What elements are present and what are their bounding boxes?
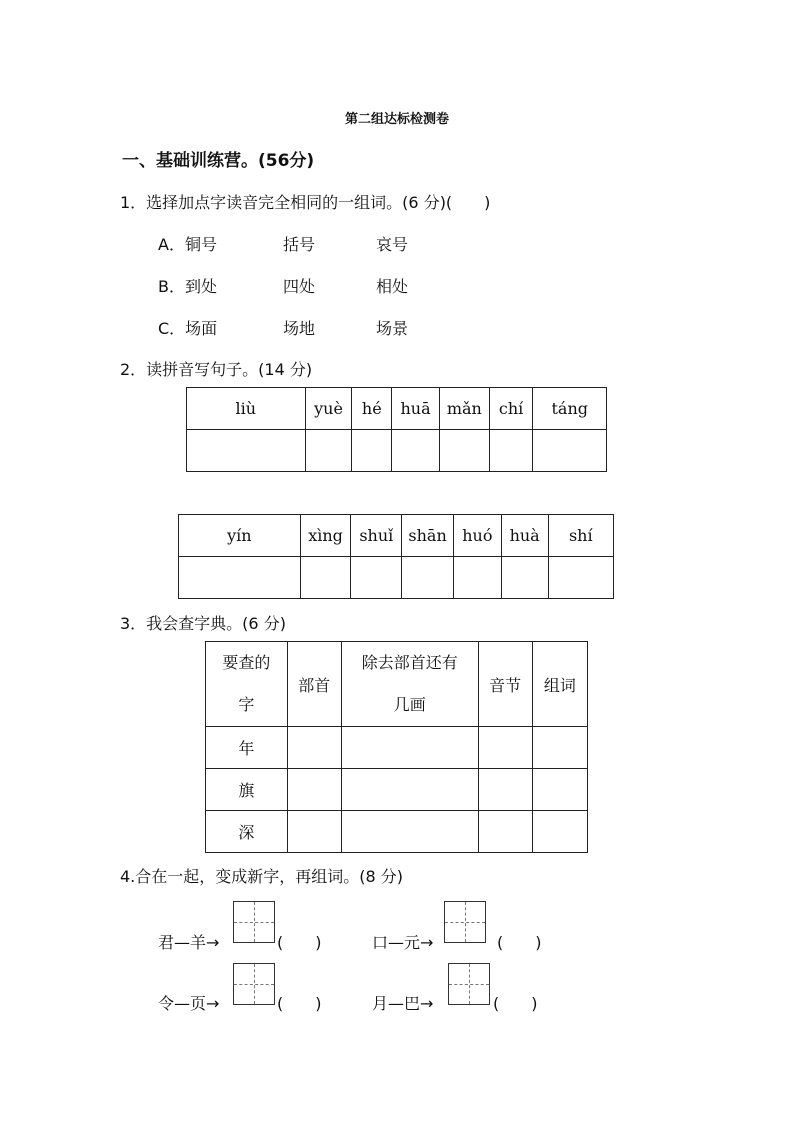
tianzige-box[interactable]	[233, 963, 275, 1005]
answer-blank[interactable]: ( )	[277, 933, 322, 952]
option-a-word-2: 括号	[283, 235, 316, 254]
option-c-word-1: C．场面	[158, 319, 218, 338]
answer-cell[interactable]	[533, 430, 607, 472]
answer-cell[interactable]	[532, 811, 587, 853]
dictionary-row	[206, 811, 588, 853]
question-4-prompt: 4.合在一起，变成新字，再组词。(8 分)	[120, 867, 404, 886]
option-a-word-1: A．铜号	[158, 235, 217, 254]
question-3-prompt: 3．我会查字典。(6 分)	[120, 614, 286, 633]
header-syllable: 音节	[478, 642, 532, 727]
tianzige-box[interactable]	[233, 901, 275, 943]
dictionary-row	[206, 769, 588, 811]
answer-cell[interactable]	[489, 430, 533, 472]
dictionary-row	[206, 727, 588, 769]
section-heading: 一、基础训练营。(56分)	[122, 151, 315, 171]
pinyin-cell: táng	[533, 388, 607, 430]
pinyin-cell: mǎn	[439, 388, 489, 430]
option-b-word-1: B．到处	[158, 277, 217, 296]
pinyin-cell: chí	[489, 388, 533, 430]
tianzige-box[interactable]	[444, 901, 486, 943]
option-a-word-3: 哀号	[376, 235, 409, 254]
option-c-word-3: 场景	[376, 319, 409, 338]
combine-item-3: 令—页→	[158, 994, 220, 1013]
answer-cell[interactable]	[341, 727, 478, 769]
pinyin-cell: xìng	[300, 515, 351, 557]
answer-blank[interactable]: ( )	[277, 994, 322, 1013]
combine-item-1: 君—羊→	[158, 933, 220, 952]
pinyin-cell: yuè	[305, 388, 352, 430]
dictionary-header-row	[206, 642, 588, 727]
answer-cell[interactable]	[501, 557, 548, 599]
answer-cell[interactable]	[392, 430, 440, 472]
answer-cell[interactable]	[548, 557, 613, 599]
lookup-char: 深	[206, 811, 288, 853]
answer-blank[interactable]: ( )	[497, 933, 542, 952]
tianzige-box[interactable]	[448, 963, 490, 1005]
answer-cell[interactable]	[439, 430, 489, 472]
lookup-char: 年	[206, 727, 288, 769]
pinyin-cell: huó	[454, 515, 502, 557]
answer-cell[interactable]	[532, 769, 587, 811]
option-b-word-3: 相处	[376, 277, 409, 296]
pinyin-cell: shuǐ	[351, 515, 402, 557]
answer-cell[interactable]	[179, 557, 301, 599]
pinyin-table-2	[178, 514, 614, 599]
pinyin-cell: yín	[179, 515, 301, 557]
answer-cell[interactable]	[478, 811, 532, 853]
lookup-char: 旗	[206, 769, 288, 811]
answer-cell[interactable]	[478, 727, 532, 769]
pinyin-cell: liù	[187, 388, 306, 430]
pinyin-row	[179, 515, 614, 557]
header-strokes: 除去部首还有 几画	[341, 642, 478, 727]
answer-cell[interactable]	[287, 811, 341, 853]
pinyin-cell: shān	[402, 515, 454, 557]
combine-item-2: 口—元→	[372, 933, 434, 952]
combine-item-4: 月—巴→	[372, 994, 434, 1013]
answer-cell[interactable]	[305, 430, 352, 472]
question-2-prompt: 2．读拼音写句子。(14 分)	[120, 360, 313, 379]
pinyin-cell: huā	[392, 388, 440, 430]
page-title: 第二组达标检测卷	[344, 112, 449, 127]
pinyin-cell: hé	[352, 388, 392, 430]
header-radical: 部首	[287, 642, 341, 727]
answer-cell[interactable]	[341, 811, 478, 853]
answer-cell[interactable]	[341, 769, 478, 811]
answer-cell[interactable]	[187, 430, 306, 472]
answer-row	[179, 557, 614, 599]
answer-cell[interactable]	[351, 557, 402, 599]
answer-cell[interactable]	[287, 727, 341, 769]
pinyin-cell: shí	[548, 515, 613, 557]
question-1-prompt: 1．选择加点字读音完全相同的一组词。(6 分)( )	[120, 193, 491, 212]
option-c-word-2: 场地	[283, 319, 316, 338]
answer-cell[interactable]	[402, 557, 454, 599]
answer-cell[interactable]	[454, 557, 502, 599]
pinyin-table-1	[186, 387, 607, 472]
answer-cell[interactable]	[532, 727, 587, 769]
answer-cell[interactable]	[352, 430, 392, 472]
header-word: 组词	[532, 642, 587, 727]
answer-blank[interactable]: ( )	[493, 994, 538, 1013]
header-char: 要查的 字	[206, 642, 288, 727]
answer-cell[interactable]	[287, 769, 341, 811]
dictionary-table	[205, 641, 588, 853]
option-b-word-2: 四处	[283, 277, 316, 296]
answer-cell[interactable]	[300, 557, 351, 599]
pinyin-row	[187, 388, 607, 430]
answer-row	[187, 430, 607, 472]
answer-cell[interactable]	[478, 769, 532, 811]
pinyin-cell: huà	[501, 515, 548, 557]
